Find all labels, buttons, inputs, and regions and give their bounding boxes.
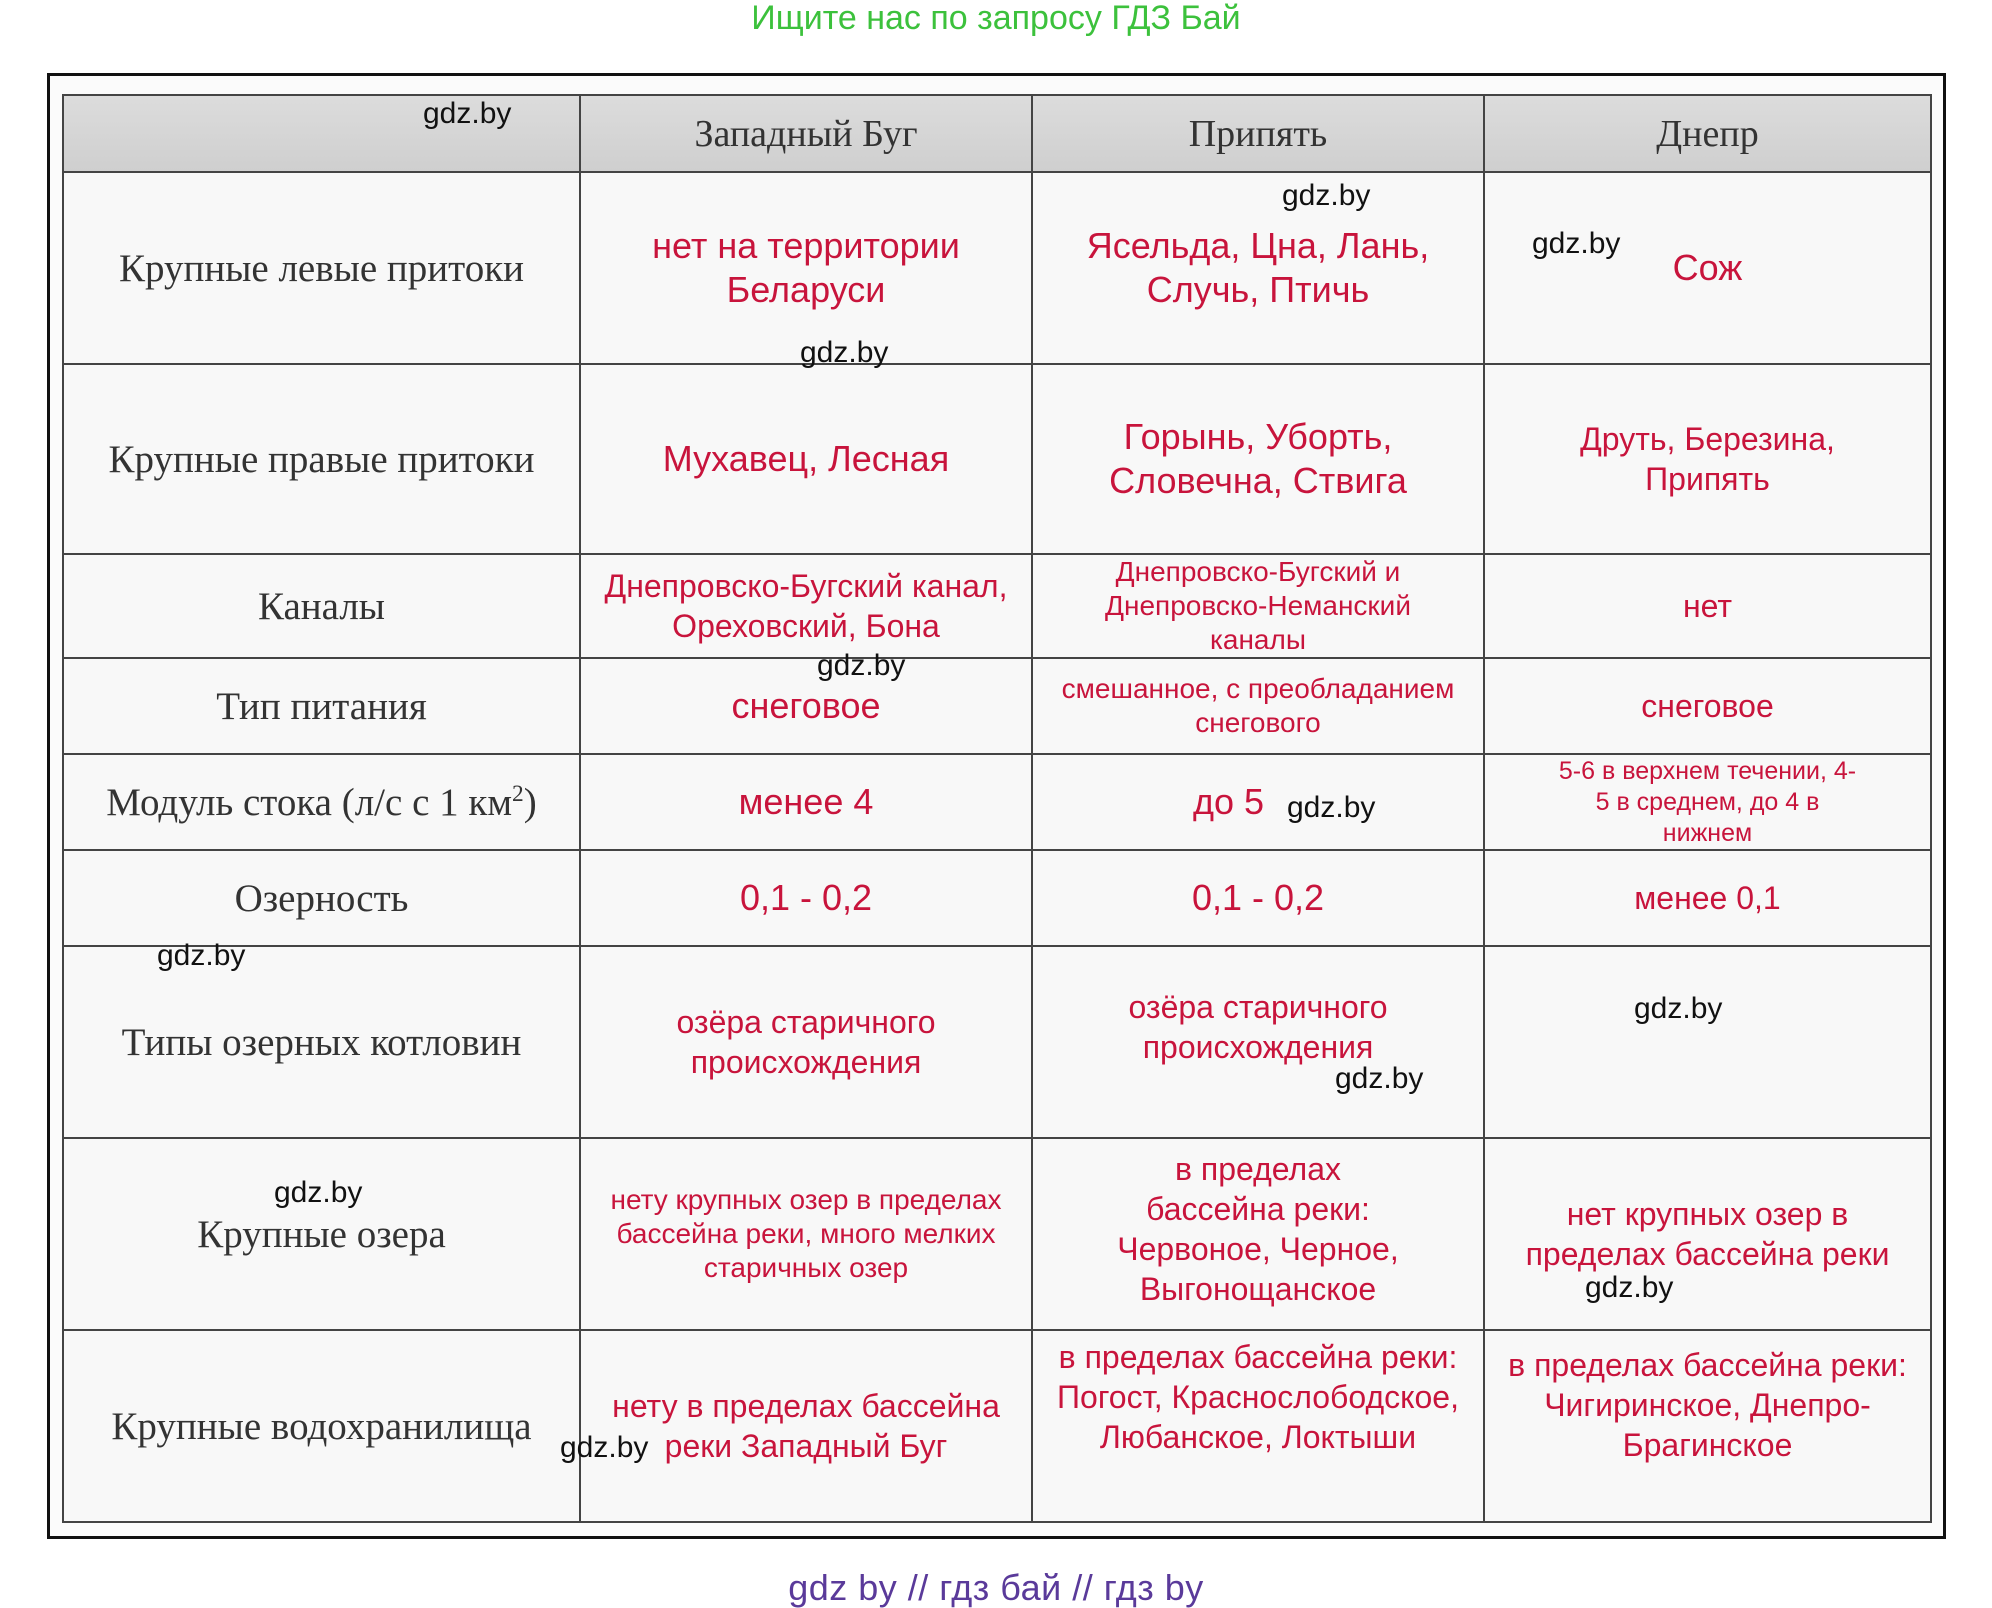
cell-pripyat: озёра старичного происхождения xyxy=(1032,946,1484,1138)
cell-zapadny-bug: 0,1 - 0,2 xyxy=(580,850,1032,946)
table-row xyxy=(63,172,1931,364)
header-pripyat: Припять xyxy=(1032,95,1484,172)
watermark: gdz.by xyxy=(1287,791,1376,824)
cell-pripyat: Днепровско-Бугский и Днепровско-Неманский каналы xyxy=(1032,554,1484,658)
watermark: gdz.by xyxy=(1282,179,1371,212)
cell-dnepr: менее 0,1 xyxy=(1484,850,1931,946)
table-row xyxy=(63,754,1931,850)
row-label: Крупные правые притоки xyxy=(63,364,580,554)
cell-pripyat: Ясельда, Цна, Лань, Случь, Птичь xyxy=(1032,172,1484,364)
table-row xyxy=(63,850,1931,946)
watermark: gdz.by xyxy=(1634,992,1723,1025)
cell-pripyat: смешанное, с преобладанием снегового xyxy=(1032,658,1484,754)
cell-dnepr: Друть, Березина, Припять xyxy=(1484,364,1931,554)
cell-pripyat: 0,1 - 0,2 xyxy=(1032,850,1484,946)
cell-pripyat: в пределах бассейна реки: Червоное, Черное, Выгонощанское xyxy=(1032,1138,1484,1330)
watermark: gdz.by xyxy=(800,336,889,369)
cell-zapadny-bug: менее 4 xyxy=(580,754,1032,850)
cell-zapadny-bug: нету в пределах бассейна реки Западный Буг xyxy=(580,1330,1032,1522)
row-label: Крупные водохранилища xyxy=(63,1330,580,1522)
top-banner: Ищите нас по запросу ГДЗ Бай xyxy=(751,0,1241,37)
cell-pripyat: Горынь, Уборть, Словечна, Ствига xyxy=(1032,364,1484,554)
row-label: Крупные озера xyxy=(63,1138,580,1330)
table-header-row xyxy=(63,95,1931,172)
row-label-sup: 2 xyxy=(512,780,524,807)
row-label: Озерность xyxy=(63,850,580,946)
watermark: gdz.by xyxy=(157,939,246,972)
table-row xyxy=(63,946,1931,1138)
table-row xyxy=(63,658,1931,754)
watermark: gdz.by xyxy=(423,97,512,130)
cell-dnepr xyxy=(1484,946,1931,1138)
cell-dnepr: в пределах бассейна реки: Чигиринское, Днепро-Брагинское xyxy=(1484,1330,1931,1522)
cell-zapadny-bug: озёра старичного происхождения xyxy=(580,946,1032,1138)
cell-dnepr: снеговое xyxy=(1484,658,1931,754)
cell-zapadny-bug: нету крупных озер в пределах бассейна реки, много мелких старичных озер xyxy=(580,1138,1032,1330)
row-label: Тип питания xyxy=(63,658,580,754)
watermark: gdz.by xyxy=(817,649,906,682)
rivers-table xyxy=(62,94,1932,1523)
header-zapadny-bug: Западный Буг xyxy=(580,95,1032,172)
row-label: Крупные левые притоки xyxy=(63,172,580,364)
watermark: gdz.by xyxy=(1532,227,1621,260)
row-label xyxy=(63,754,580,850)
watermark: gdz.by xyxy=(1335,1062,1424,1095)
cell-pripyat: до 5 xyxy=(1032,754,1484,850)
header-dnepr: Днепр xyxy=(1484,95,1931,172)
cell-dnepr: 5-6 в верхнем течении, 4-5 в среднем, до 4 в нижнем xyxy=(1484,754,1931,850)
cell-dnepr: Сож xyxy=(1484,172,1931,364)
cell-dnepr: нет xyxy=(1484,554,1931,658)
cell-pripyat: в пределах бассейна реки: Погост, Краснослободское, Любанское, Локтыши xyxy=(1032,1330,1484,1522)
watermark: gdz.by xyxy=(274,1176,363,1209)
row-label-end: ) xyxy=(523,780,537,824)
table-row xyxy=(63,1330,1931,1522)
cell-zapadny-bug: Мухавец, Лесная xyxy=(580,364,1032,554)
bottom-banner: gdz by // гдз бай // гдз by xyxy=(788,1567,1204,1608)
cell-zapadny-bug: снеговое xyxy=(580,658,1032,754)
row-label-text: Модуль стока (л/с с 1 км xyxy=(106,780,513,824)
cell-dnepr: нет крупных озер в пределах бассейна реки xyxy=(1484,1138,1931,1330)
table-row xyxy=(63,554,1931,658)
table-row xyxy=(63,364,1931,554)
row-label: Типы озерных котловин xyxy=(63,946,580,1138)
watermark: gdz.by xyxy=(1585,1271,1674,1304)
cell-zapadny-bug: нет на территории Беларуси xyxy=(580,172,1032,364)
row-label: Каналы xyxy=(63,554,580,658)
watermark: gdz.by xyxy=(560,1431,649,1464)
cell-zapadny-bug: Днепровско-Бугский канал, Ореховский, Бона xyxy=(580,554,1032,658)
